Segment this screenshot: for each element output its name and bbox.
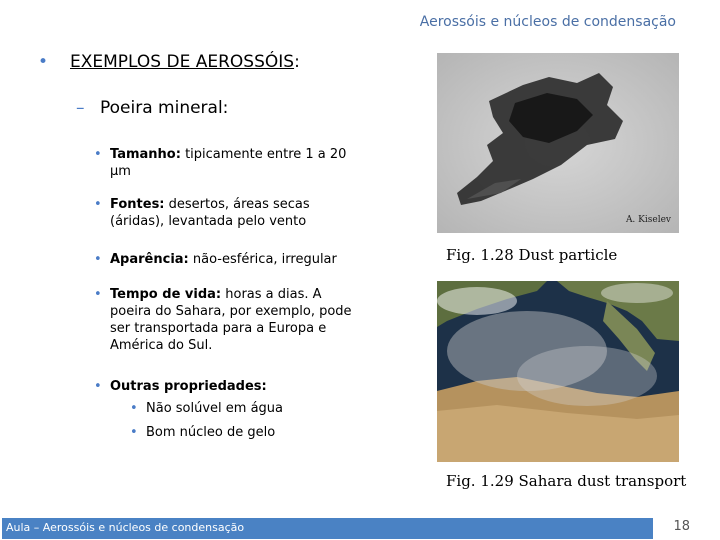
footer-bar bbox=[2, 518, 653, 539]
satellite-map-graphic bbox=[437, 281, 679, 462]
bullet-icon: • bbox=[94, 379, 102, 394]
dust-particle-image bbox=[437, 53, 679, 233]
list-item bbox=[94, 196, 364, 230]
photo-signature: A. Kiselev bbox=[625, 215, 671, 225]
sub-list-item bbox=[130, 401, 283, 416]
sub-list-item bbox=[130, 425, 275, 440]
heading-suffix: : bbox=[294, 52, 300, 72]
bullet-icon: • bbox=[94, 287, 102, 302]
dash-icon: – bbox=[76, 98, 85, 118]
item-text: horas a dias. A poeira do Sahara, por exemplo, pode ser transportada para a Europa e América do Sul. bbox=[110, 287, 352, 353]
bullet-icon: • bbox=[94, 147, 102, 162]
dust-particle-graphic bbox=[437, 53, 679, 233]
bullet-icon: • bbox=[94, 197, 102, 212]
subitem-text: Bom núcleo de gelo bbox=[146, 425, 276, 440]
footer-text: Aula – Aerossóis e núcleos de condensação bbox=[6, 521, 245, 534]
list-item bbox=[94, 286, 364, 354]
item-text: desertos, áreas secas (áridas), levantada pelo vento bbox=[110, 197, 310, 229]
list-item bbox=[94, 146, 364, 180]
list-item bbox=[94, 251, 364, 268]
item-label: Tempo de vida: bbox=[110, 287, 222, 302]
item-label: Fontes: bbox=[110, 197, 165, 212]
bullet-icon: • bbox=[38, 52, 49, 72]
item-text: não-esférica, irregular bbox=[188, 252, 337, 267]
heading-bullet bbox=[38, 52, 300, 72]
item-text: tipicamente entre 1 a 20 μm bbox=[110, 147, 347, 179]
item-label: Aparência: bbox=[110, 252, 189, 267]
item-label: Tamanho: bbox=[110, 147, 181, 162]
figure-caption: Fig. 1.28 Dust particle bbox=[446, 246, 618, 264]
subheading-bullet bbox=[76, 98, 228, 118]
list-item bbox=[94, 378, 364, 395]
page-number: 18 bbox=[673, 519, 690, 534]
slide-header-title: Aerossóis e núcleos de condensação bbox=[419, 14, 676, 30]
heading-text: EXEMPLOS DE AEROSSÓIS bbox=[70, 52, 295, 72]
item-label: Outras propriedades: bbox=[110, 379, 267, 394]
bullet-icon: • bbox=[130, 425, 138, 440]
figure-caption: Fig. 1.29 Sahara dust transport bbox=[446, 472, 687, 490]
sahara-dust-satellite-image bbox=[437, 281, 679, 462]
bullet-icon: • bbox=[130, 401, 138, 416]
bullet-icon: • bbox=[94, 252, 102, 267]
subitem-text: Não solúvel em água bbox=[146, 401, 284, 416]
subheading-text: Poeira mineral: bbox=[100, 98, 229, 118]
